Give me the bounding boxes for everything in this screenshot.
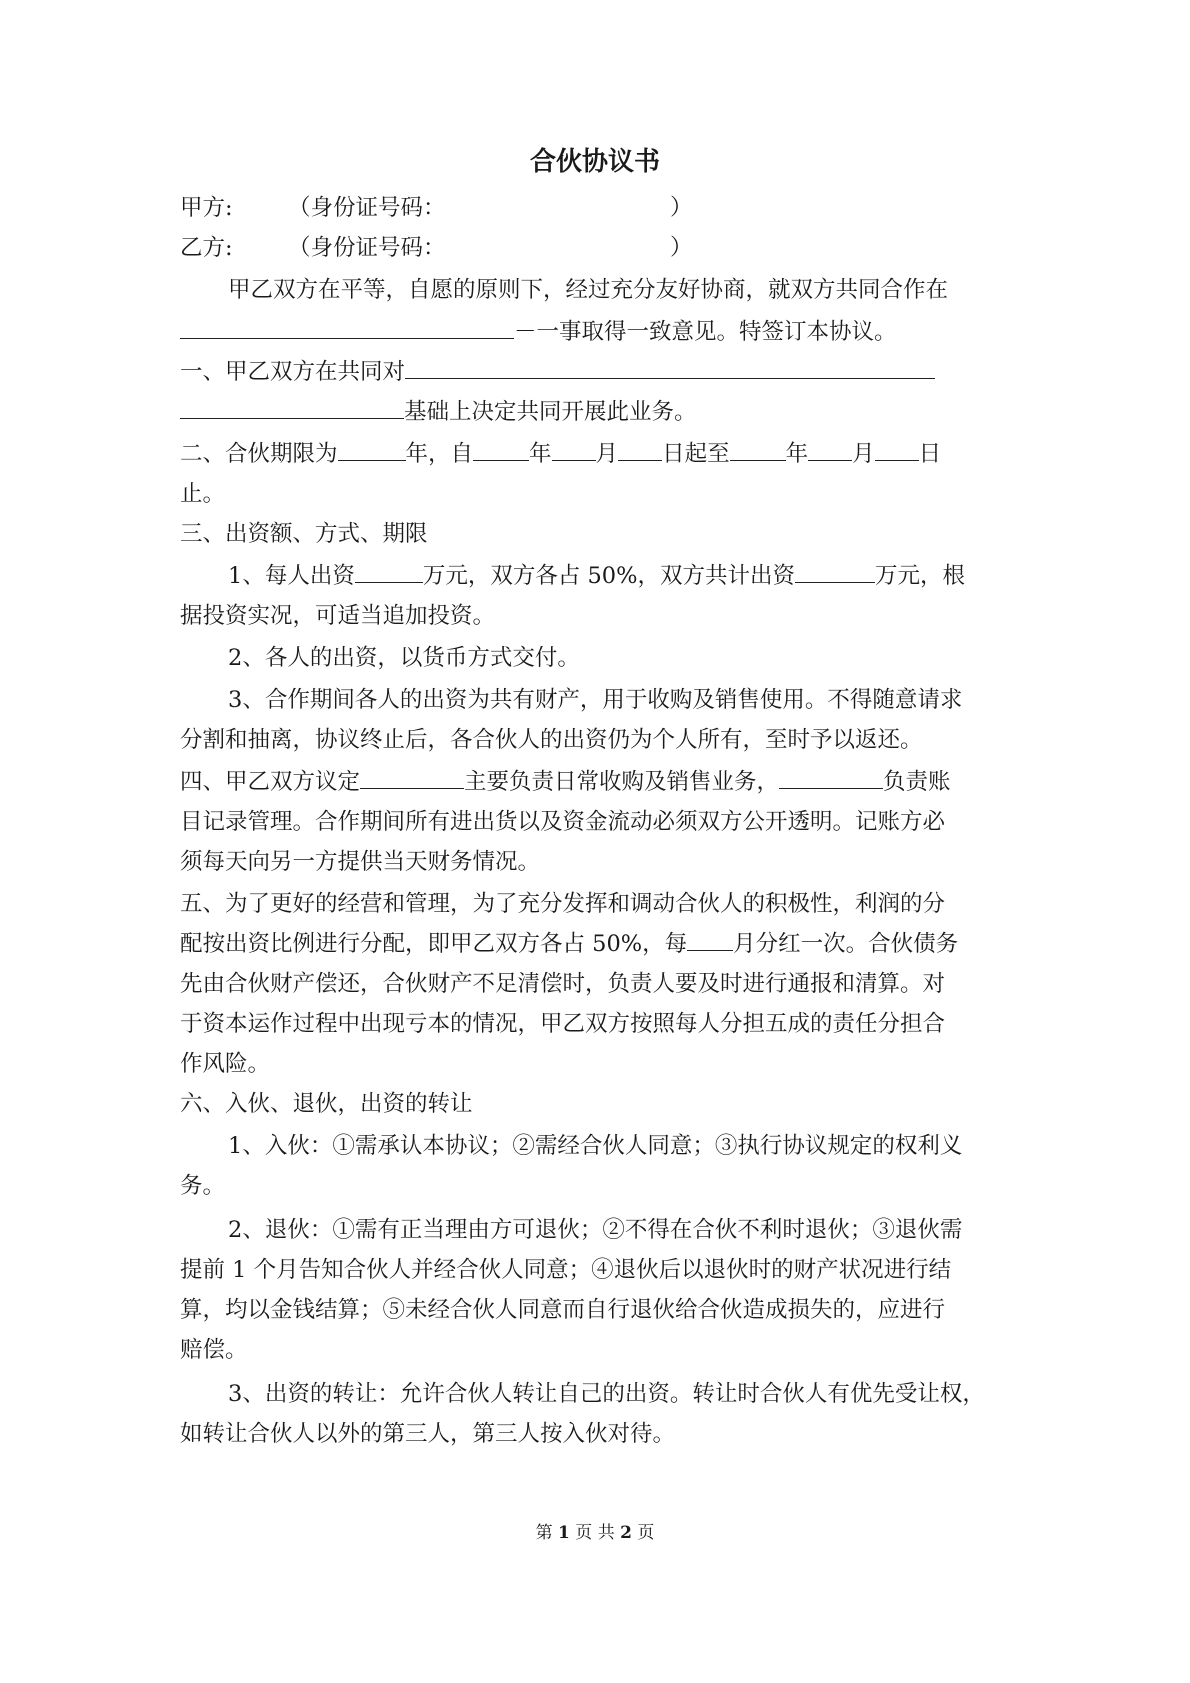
cooperation-blank [180, 312, 514, 339]
clause-5-line-3: 先由合伙财产偿还，合伙财产不足清偿时，负责人要及时进行通报和清算。对 [180, 971, 946, 997]
document-title: 合伙协议书 [529, 147, 660, 177]
clause-5-line-5: 作风险。 [180, 1051, 271, 1077]
clause-1-blank-2 [180, 392, 404, 419]
party-b-line: 乙方: （身份证号码： ） [180, 235, 693, 261]
clause-3-item-1-line-2: 据投资实况，可适当追加投资。 [180, 603, 496, 629]
clause-3-item-1-line-1: 1、每人出资 万元，双方各占 50%，双方共计出资 万元，根 [228, 556, 965, 596]
clause-6-item-3-line-2: 如转让合伙人以外的第三人，第三人按入伙对待。 [180, 1421, 676, 1447]
clause-6-heading: 六、入伙、退伙，出资的转让 [180, 1091, 473, 1117]
clause-1-line-2: 基础上决定共同开展此业务。 [180, 392, 697, 432]
clause-5-line-1: 五、为了更好的经营和管理，为了充分发挥和调动合伙人的积极性，利润的分 [180, 891, 946, 917]
clause-6-item-1-line-1: 1、入伙：①需承认本协议；②需经合伙人同意；③执行协议规定的权利义 [228, 1133, 963, 1159]
clause-6-item-2-line-2: 提前 1 个月告知合伙人并经合伙人同意；④退伙后以退伙时的财产状况进行结 [180, 1257, 952, 1283]
clause-6-item-2-line-1: 2、退伙：①需有正当理由方可退伙；②不得在合伙不利时退伙；③退伙需 [228, 1217, 963, 1243]
clause-5-line-2: 配按出资比例进行分配，即甲乙双方各占 50%，每 月分红一次。合伙债务 [180, 924, 958, 964]
intro-line-1: 甲乙双方在平等，自愿的原则下，经过充分友好协商，就双方共同合作在 [228, 277, 949, 303]
page-footer: 第 1 页 共 2 页 [535, 1523, 655, 1543]
clause-3-heading: 三、出资额、方式、期限 [180, 521, 428, 547]
clause-1-line-1: 一、甲乙双方在共同对 [180, 352, 935, 392]
party-a-line: 甲方: （身份证号码： ） [180, 195, 693, 221]
clause-4-line-2: 目记录管理。合作期间所有进出货以及资金流动必须双方公开透明。记账方必 [180, 809, 946, 835]
clause-4-line-1: 四、甲乙双方议定 主要负责日常收购及销售业务， 负责账 [180, 762, 951, 802]
clause-3-item-3-line-1: 3、合作期间各人的出资为共有财产，用于收购及销售使用。不得随意请求 [228, 687, 963, 713]
clause-2-line-2: 止。 [180, 481, 226, 507]
clause-6-item-3-line-1: 3、出资的转让：允许合伙人转让自己的出资。转让时合伙人有优先受让权， [228, 1381, 985, 1407]
clause-2-line-1: 二、合伙期限为 年，自 年 月 日起至 年 月 日 [180, 434, 941, 474]
clause-4-line-3: 须每天向另一方提供当天财务情况。 [180, 849, 541, 875]
clause-6-item-2-line-3: 算，均以金钱结算；⑤未经合伙人同意而自行退伙给合伙造成损失的，应进行 [180, 1297, 946, 1323]
clause-6-item-1-line-2: 务。 [180, 1173, 226, 1199]
clause-3-item-2: 2、各人的出资，以货币方式交付。 [228, 645, 580, 671]
clause-3-item-3-line-2: 分割和抽离，协议终止后，各合伙人的出资仍为个人所有，至时予以返还。 [180, 727, 923, 753]
clause-1-blank [405, 352, 935, 379]
clause-6-item-2-line-4: 赔偿。 [180, 1337, 248, 1363]
intro-line-2: －一事取得一致意见。特签订本协议。 [180, 312, 897, 352]
clause-5-line-4: 于资本运作过程中出现亏本的情况，甲乙双方按照每人分担五成的责任分担合 [180, 1011, 946, 1037]
